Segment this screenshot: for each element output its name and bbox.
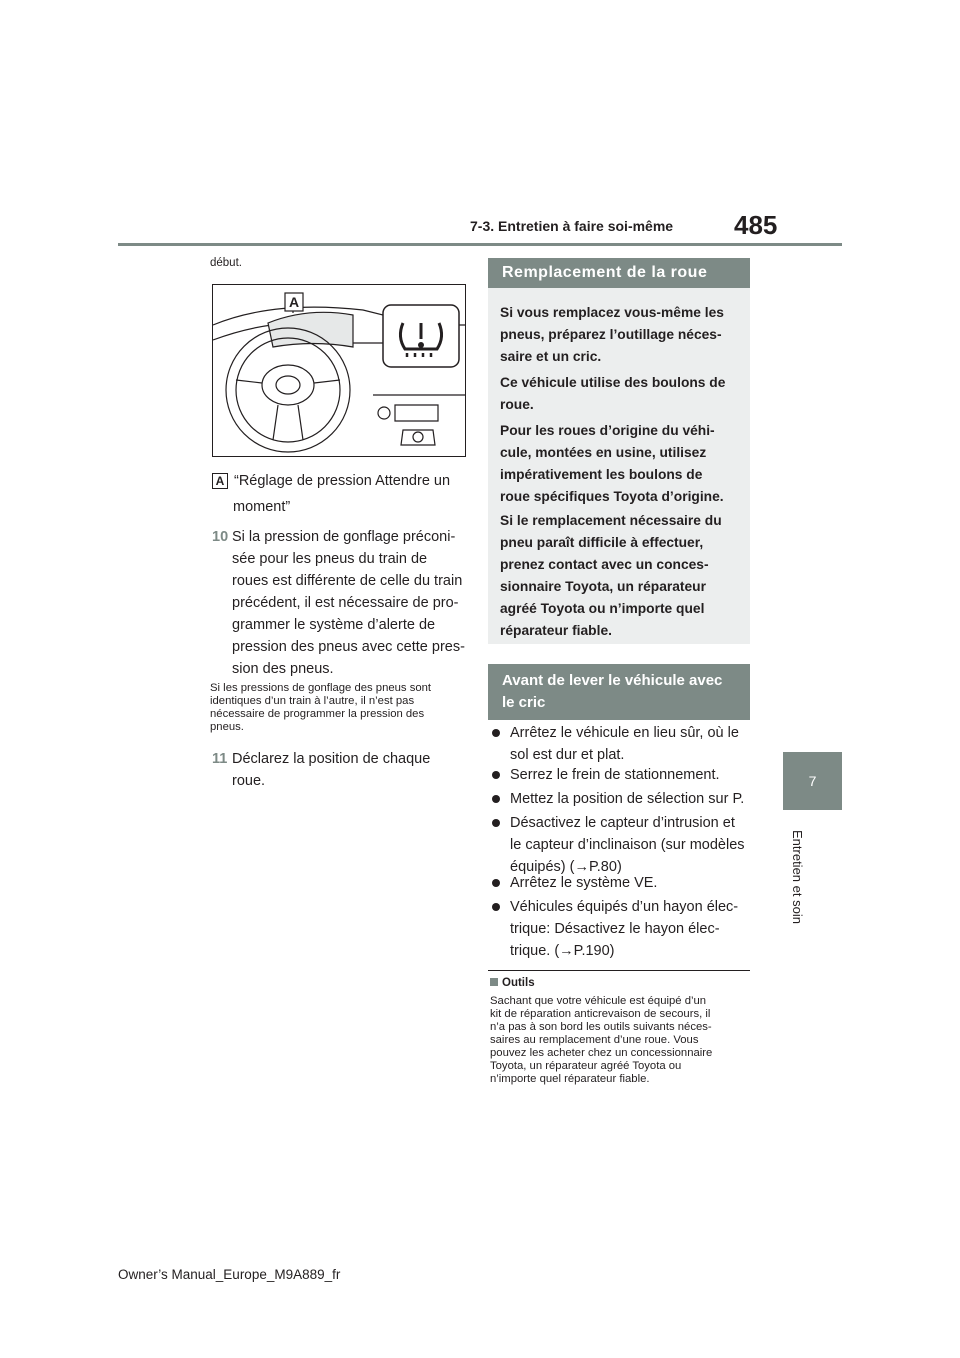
list-item: Arrêtez le système VE. bbox=[492, 872, 754, 894]
dashboard-illustration bbox=[212, 284, 466, 457]
callout-a-label: A bbox=[212, 473, 228, 489]
page-number: 485 bbox=[734, 210, 778, 240]
heading-avant-lever: Avant de lever le véhicule avec le cric bbox=[488, 664, 750, 720]
chapter-label-vertical bbox=[787, 830, 811, 980]
step-10: 10 Si la pression de gonflage préconi- sée pour les pneus du train de roues est différente de celle du train précédent, il est nécessaire de pro- grammer le système d’alerte de pression des pneus avec cette pres- sion des pneus. bbox=[212, 526, 474, 680]
section-title: 7-3. Entretien à faire soi-même bbox=[470, 218, 674, 234]
list-item: Arrêtez le véhicule en lieu sûr, où le sol est dur et plat. bbox=[492, 722, 754, 766]
figure-callout-label: A bbox=[288, 294, 300, 310]
step-number: 11 bbox=[212, 751, 228, 767]
outils-title: Outils bbox=[490, 977, 535, 989]
step-10-note: Si les pressions de gonflage des pneus sont identiques d’un train à l’autre, il n’est pas nécessaire de programmer la pression des pneus. bbox=[210, 682, 432, 733]
dashboard-drawing bbox=[213, 285, 466, 457]
info-box: Si vous remplacez vous-même les pneus, préparez l’outillage néces- saire et un cric. Ce véhicule utilise des boulons de roue. Pour les roues d’origine du véhi- cule, montées en usine, utilisez impérativement les boulons de roue spécifiques Toyota d’origine. Si le remplacement nécessaire du pneu paraît difficile à effectuer, prenez contact avec un conces- sionnaire Toyota, un réparateur agréé Toyota ou n’importe quel réparateur fiable. bbox=[488, 288, 750, 644]
list-item: Serrez le frein de stationnement. bbox=[492, 764, 754, 786]
outils-text: Sachant que votre véhicule est équipé d’un kit de réparation anticrevaison de secours, il n’a pas à son bord les outils suivants néces- saires au remplacement d’une roue. Vous pouvez les acheter chez un concessionnaire Toyota, un réparateur agréé Toyota ou n’importe quel réparateur fiable. bbox=[490, 995, 713, 1085]
callout-a-text: A “Réglage de pression Attendre un moment” bbox=[212, 468, 472, 520]
list-item: Véhicules équipés d’un hayon élec- trique: Désactivez le hayon élec- trique. (→P.190) bbox=[492, 896, 754, 962]
heading-remplacement-roue: Remplacement de la roue bbox=[488, 258, 750, 288]
intro-text: début. bbox=[210, 257, 242, 269]
footer-manual-id: Owner’s Manual_Europe_M9A889_fr bbox=[118, 1267, 341, 1282]
header-rule bbox=[118, 243, 842, 246]
divider bbox=[488, 970, 750, 971]
step-11: 11 Déclarez la position de chaque roue. bbox=[212, 748, 474, 792]
list-item: Mettez la position de sélection sur P. bbox=[492, 788, 754, 810]
chapter-tab: 7 bbox=[783, 752, 842, 810]
step-number: 10 bbox=[212, 529, 229, 545]
chapter-label: Entretien et soin bbox=[790, 830, 805, 924]
list-item: Désactivez le capteur d’intrusion et le capteur d’inclinaison (sur modèles équipés) (→P.80) bbox=[492, 812, 754, 878]
